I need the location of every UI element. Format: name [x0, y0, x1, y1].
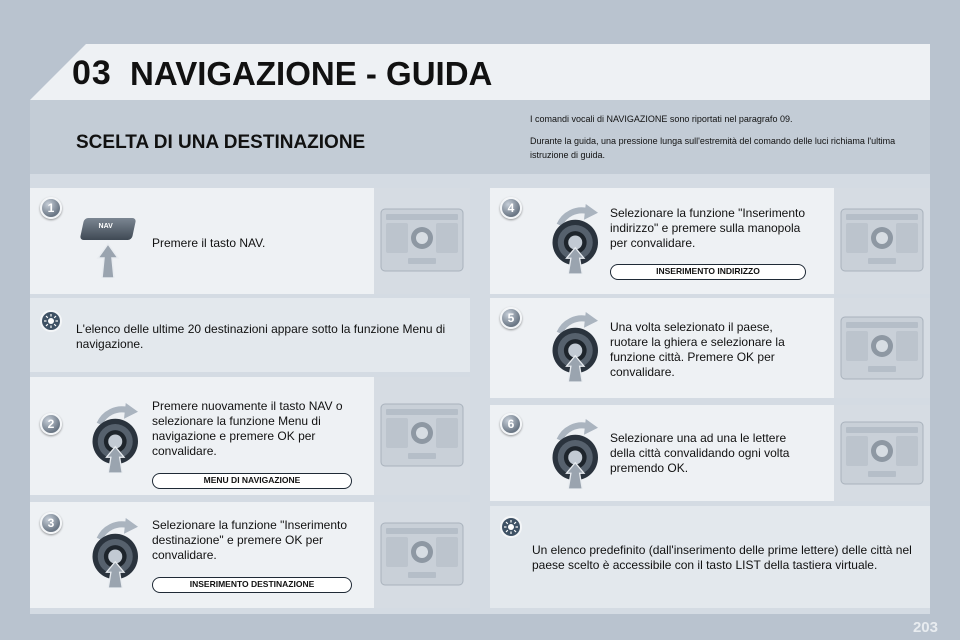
step-4-panel — [490, 188, 930, 294]
nav-key-label: NAV — [98, 223, 113, 230]
page-title: NAVIGAZIONE - GUIDA — [130, 55, 493, 92]
step-3-text: Selezionare la funzione "Inserimento destinazione" e premere OK per convalidare. — [152, 518, 348, 562]
light-bulb-icon — [44, 314, 58, 328]
step-6-badge: 6 — [500, 413, 522, 435]
nav-key-icon — [80, 218, 137, 240]
radio-device-icon — [840, 208, 924, 272]
radio-device-icon — [840, 316, 924, 380]
tip-2-text: Un elenco predefinito (dall'inserimento delle prime lettere) delle città nel paese scelto è accessibile con il tasto LIST della tastiera virtuale. — [532, 543, 912, 572]
step-2-panel — [30, 377, 470, 495]
page-number: 203 — [912, 619, 938, 636]
step-3-badge: 3 — [40, 512, 62, 534]
tip-2-badge — [500, 516, 522, 538]
step-5-badge: 5 — [500, 307, 522, 329]
step-4-text: Selezionare la funzione "Inserimento indirizzo" e premere sulla manopola per convalidare. — [610, 206, 806, 250]
step-5-text: Una volta selezionato il paese, ruotare la ghiera e selezionare la funzione città. Premere OK per convalidare. — [610, 320, 785, 379]
step-2-text: Premere nuovamente il tasto NAV o selezionare la funzione Menu di navigazione e premere OK per convalidare. — [152, 399, 343, 458]
step-4-badge: 4 — [500, 197, 522, 219]
intro-note — [530, 112, 925, 170]
tip-1-panel — [30, 298, 470, 372]
step-4-label: INSERIMENTO INDIRIZZO — [610, 264, 806, 280]
chapter-number: 03 — [72, 54, 112, 92]
step-4-device-panel — [834, 188, 930, 294]
step-2-badge: 2 — [40, 413, 62, 435]
light-bulb-icon — [504, 520, 518, 534]
rotary-knob-icon — [542, 419, 612, 489]
radio-device-icon — [380, 208, 464, 272]
rotary-knob-icon — [542, 204, 612, 274]
tip-1-text: L'elenco delle ultime 20 destinazioni appare sotto la funzione Menu di navigazione. — [76, 322, 446, 351]
step-6-text: Selezionare una ad una le lettere della città convalidando ogni volta premendo OK. — [610, 431, 790, 475]
radio-device-icon — [380, 522, 464, 586]
step-3-panel — [30, 502, 470, 608]
rotary-knob-icon — [542, 312, 612, 382]
step-3-label: INSERIMENTO DESTINAZIONE — [152, 577, 352, 593]
radio-device-icon — [840, 421, 924, 485]
press-arrow-icon — [96, 242, 120, 278]
rotary-knob-icon — [82, 518, 152, 588]
step-5-panel — [490, 298, 930, 398]
radio-device-icon — [380, 403, 464, 467]
step-1-text: Premere il tasto NAV. — [152, 236, 266, 250]
step-1-badge: 1 — [40, 197, 62, 219]
step-2-label: MENU DI NAVIGAZIONE — [152, 473, 352, 489]
intro-line-2: Durante la guida, una pressione lunga sull'estremità del comando delle luci richiama l'ultima istruzione di guida. — [530, 136, 896, 160]
step-3-device-panel — [374, 502, 470, 608]
intro-line-1: I comandi vocali di NAVIGAZIONE sono riportati nel paragrafo 09. — [530, 114, 793, 124]
tip-2-panel — [490, 506, 930, 608]
step-1-device-panel — [374, 188, 470, 294]
section-title: SCELTA DI UNA DESTINAZIONE — [76, 132, 366, 153]
header-bar — [30, 44, 930, 100]
step-1-panel — [30, 188, 470, 294]
step-6-panel — [490, 405, 930, 501]
step-5-device-panel — [834, 298, 930, 398]
tip-1-badge — [40, 310, 62, 332]
step-2-device-panel — [374, 377, 470, 495]
rotary-knob-icon — [82, 403, 152, 473]
step-6-device-panel — [834, 405, 930, 501]
